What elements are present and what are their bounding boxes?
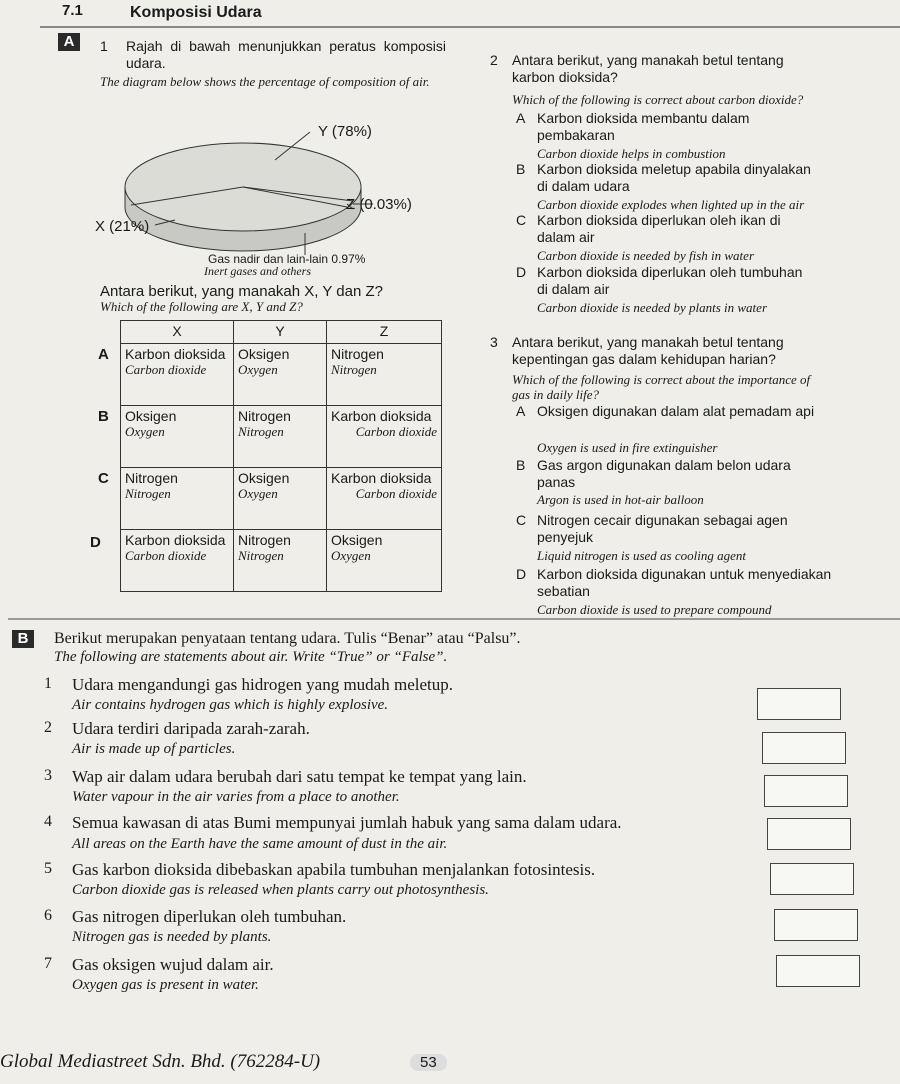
- q1-option-b-letter[interactable]: B: [98, 408, 109, 425]
- q2-number: 2: [490, 52, 498, 68]
- q3-option-b-ms[interactable]: Gas argon digunakan dalam belon udara panas: [537, 457, 791, 490]
- col-header-z: Z: [327, 321, 442, 344]
- chapter-number: 7.1: [62, 2, 83, 19]
- q1-text-en: The diagram below shows the percentage of composition of air.: [100, 74, 430, 89]
- tf-item-2-en: Air is made up of particles.: [72, 741, 236, 757]
- tf-item-3-en: Water vapour in the air varies from a place to another.: [72, 789, 400, 805]
- cell-en: Nitrogen: [238, 548, 284, 563]
- tf-item-2-ms: Udara terdiri daripada zarah-zarah.: [72, 719, 310, 738]
- pie-label-x: X (21%): [95, 218, 150, 235]
- tf-item-4-ms: Semua kawasan di atas Bumi mempunyai jumlah habuk yang sama dalam udara.: [72, 813, 622, 832]
- q3-option-c-letter[interactable]: C: [516, 512, 527, 528]
- q3-option-a-letter[interactable]: A: [516, 403, 526, 419]
- col-header-y: Y: [234, 321, 327, 344]
- tf-item-5-en: Carbon dioxide gas is released when plants carry out photosynthesis.: [72, 882, 489, 898]
- q1-number: 1: [100, 38, 108, 54]
- cell-ms: Nitrogen: [238, 532, 291, 548]
- tf-answer-box-2[interactable]: [762, 732, 846, 764]
- air-composition-pie: [115, 105, 450, 275]
- q1-option-a-letter[interactable]: A: [98, 346, 109, 363]
- pie-label-y: Y (78%): [318, 123, 372, 140]
- tf-item-2-number: 2: [44, 719, 52, 736]
- cell-ms: Karbon dioksida: [331, 408, 432, 424]
- table-row[interactable]: [121, 530, 442, 592]
- cell-ms: Nitrogen: [125, 470, 178, 486]
- tf-answer-box-3[interactable]: [764, 775, 848, 807]
- q1-option-c-letter[interactable]: C: [98, 470, 109, 487]
- cell-ms: Karbon dioksida: [125, 346, 226, 362]
- cell-ms: Nitrogen: [238, 408, 291, 424]
- header-rule: [40, 26, 900, 28]
- q3-option-c-ms[interactable]: Nitrogen cecair digunakan sebagai agen penyejuk: [537, 512, 788, 545]
- tf-item-3-ms: Wap air dalam udara berubah dari satu tempat ke tempat yang lain.: [72, 767, 527, 786]
- table-row[interactable]: [121, 344, 442, 406]
- cell-en: Oxygen: [238, 362, 278, 377]
- cell-en: Nitrogen: [125, 486, 171, 501]
- q2-option-a-ms[interactable]: Karbon dioksida membantu dalam pembakaran: [537, 110, 750, 143]
- tf-answer-box-6[interactable]: [774, 909, 858, 941]
- cell-ms: Karbon dioksida: [125, 532, 226, 548]
- q2-option-a-letter[interactable]: A: [516, 110, 526, 126]
- tf-item-7-number: 7: [44, 955, 52, 972]
- cell-en: Nitrogen: [238, 424, 284, 439]
- cell-en: Carbon dioxide: [355, 486, 437, 501]
- q2-option-d-en: Carbon dioxide is needed by plants in water: [537, 300, 768, 315]
- q3-option-a-en: Oxygen is used in fire extinguisher: [537, 440, 718, 455]
- pie-label-z: Z (0.03%): [346, 196, 412, 213]
- cell-ms: Oksigen: [125, 408, 177, 424]
- cell-ms: Karbon dioksida: [331, 470, 432, 486]
- q2-option-d-letter[interactable]: D: [516, 264, 527, 280]
- q2-option-b-ms[interactable]: Karbon dioksida meletup apabila dinyalakan di dalam udara: [537, 161, 811, 194]
- tf-item-3-number: 3: [44, 767, 52, 784]
- cell-ms: Oksigen: [331, 532, 383, 548]
- tf-item-1-number: 1: [44, 675, 52, 692]
- cell-en: Carbon dioxide: [125, 548, 207, 563]
- tf-item-7-ms: Gas oksigen wujud dalam air.: [72, 955, 274, 974]
- cell-ms: Nitrogen: [331, 346, 384, 362]
- q1-text-ms: Rajah di bawah menunjukkan peratus komposisi udara.: [126, 38, 446, 71]
- q3-option-a-ms[interactable]: Oksigen digunakan dalam alat pemadam api: [537, 403, 815, 419]
- col-header-x: X: [121, 321, 234, 344]
- q3-option-b-letter[interactable]: B: [516, 457, 526, 473]
- section-b-badge: B: [12, 630, 34, 648]
- pie-label-others-en: Inert gases and others: [204, 264, 311, 278]
- cell-en: Carbon dioxide: [125, 362, 207, 377]
- q2-text-en: Which of the following is correct about carbon dioxide?: [512, 92, 804, 107]
- q3-option-c-en: Liquid nitrogen is used as cooling agent: [537, 548, 746, 563]
- tf-answer-box-5[interactable]: [770, 863, 854, 895]
- pie-label-others: Gas nadir dan lain-lain 0.97%: [208, 252, 366, 266]
- q1-prompt-ms: Antara berikut, yang manakah X, Y dan Z?: [100, 283, 383, 300]
- tf-item-5-number: 5: [44, 860, 52, 877]
- section-b-intro-ms: Berikut merupakan penyataan tentang udara. Tulis “Benar” atau “Palsu”.: [54, 630, 521, 647]
- tf-item-4-en: All areas on the Earth have the same amount of dust in the air.: [72, 836, 448, 852]
- q1-option-d-letter[interactable]: D: [90, 534, 101, 551]
- q2-text-ms: Antara berikut, yang manakah betul tentang karbon dioksida?: [512, 52, 784, 85]
- cell-ms: Oksigen: [238, 346, 290, 362]
- q2-option-b-letter[interactable]: B: [516, 161, 526, 177]
- q3-option-b-en: Argon is used in hot-air balloon: [537, 492, 704, 507]
- q2-option-c-letter[interactable]: C: [516, 212, 527, 228]
- tf-item-6-ms: Gas nitrogen diperlukan oleh tumbuhan.: [72, 907, 347, 926]
- cell-en: Oxygen: [125, 424, 165, 439]
- q2-option-c-en: Carbon dioxide is needed by fish in water: [537, 248, 755, 263]
- q3-text-en: Which of the following is correct about the importance of gas in daily life?: [512, 372, 811, 402]
- tf-answer-box-1[interactable]: [757, 688, 841, 720]
- q2-option-c-ms[interactable]: Karbon dioksida diperlukan oleh ikan di dalam air: [537, 212, 781, 245]
- tf-answer-box-4[interactable]: [767, 818, 851, 850]
- tf-item-6-en: Nitrogen gas is needed by plants.: [72, 929, 272, 945]
- q2-option-a-en: Carbon dioxide helps in combustion: [537, 146, 726, 161]
- tf-item-5-ms: Gas karbon dioksida dibebaskan apabila tumbuhan menjalankan fotosintesis.: [72, 860, 596, 879]
- q3-number: 3: [490, 334, 498, 350]
- tf-item-6-number: 6: [44, 907, 52, 924]
- table-row[interactable]: [121, 406, 442, 468]
- cell-en: Oxygen: [331, 548, 371, 563]
- q3-option-d-en: Carbon dioxide is used to prepare compound: [537, 602, 772, 617]
- q2-option-b-en: Carbon dioxide explodes when lighted up in the air: [537, 197, 805, 212]
- cell-en: Carbon dioxide: [355, 424, 437, 439]
- chapter-title: Komposisi Udara: [130, 4, 262, 21]
- tf-answer-box-7[interactable]: [776, 955, 860, 987]
- page-number: 53: [410, 1054, 447, 1071]
- q1-prompt-en: Which of the following are X, Y and Z?: [100, 299, 303, 314]
- cell-en: Nitrogen: [331, 362, 377, 377]
- q1-options-table: [120, 320, 442, 592]
- cell-en: Oxygen: [238, 486, 278, 501]
- tf-item-4-number: 4: [44, 813, 52, 830]
- q2-option-d-ms[interactable]: Karbon dioksida diperlukan oleh tumbuhan di dalam air: [537, 264, 803, 297]
- section-a-badge: A: [58, 33, 80, 51]
- q3-text-ms: Antara berikut, yang manakah betul tentang kepentingan gas dalam kehidupan harian?: [512, 334, 784, 367]
- tf-item-1-ms: Udara mengandungi gas hidrogen yang mudah meletup.: [72, 675, 453, 694]
- tf-item-7-en: Oxygen gas is present in water.: [72, 977, 259, 993]
- section-b-intro-en: The following are statements about air. Write “True” or “False”.: [54, 649, 448, 665]
- cell-ms: Oksigen: [238, 470, 290, 486]
- q3-option-d-letter[interactable]: D: [516, 566, 527, 582]
- q3-option-d-ms[interactable]: Karbon dioksida digunakan untuk menyediakan sebatian: [537, 566, 832, 599]
- publisher-footer: Global Mediastreet Sdn. Bhd. (762284-U): [0, 1051, 321, 1072]
- section-b-rule: [8, 618, 900, 620]
- tf-item-1-en: Air contains hydrogen gas which is highly explosive.: [72, 697, 389, 713]
- table-row[interactable]: [121, 468, 442, 530]
